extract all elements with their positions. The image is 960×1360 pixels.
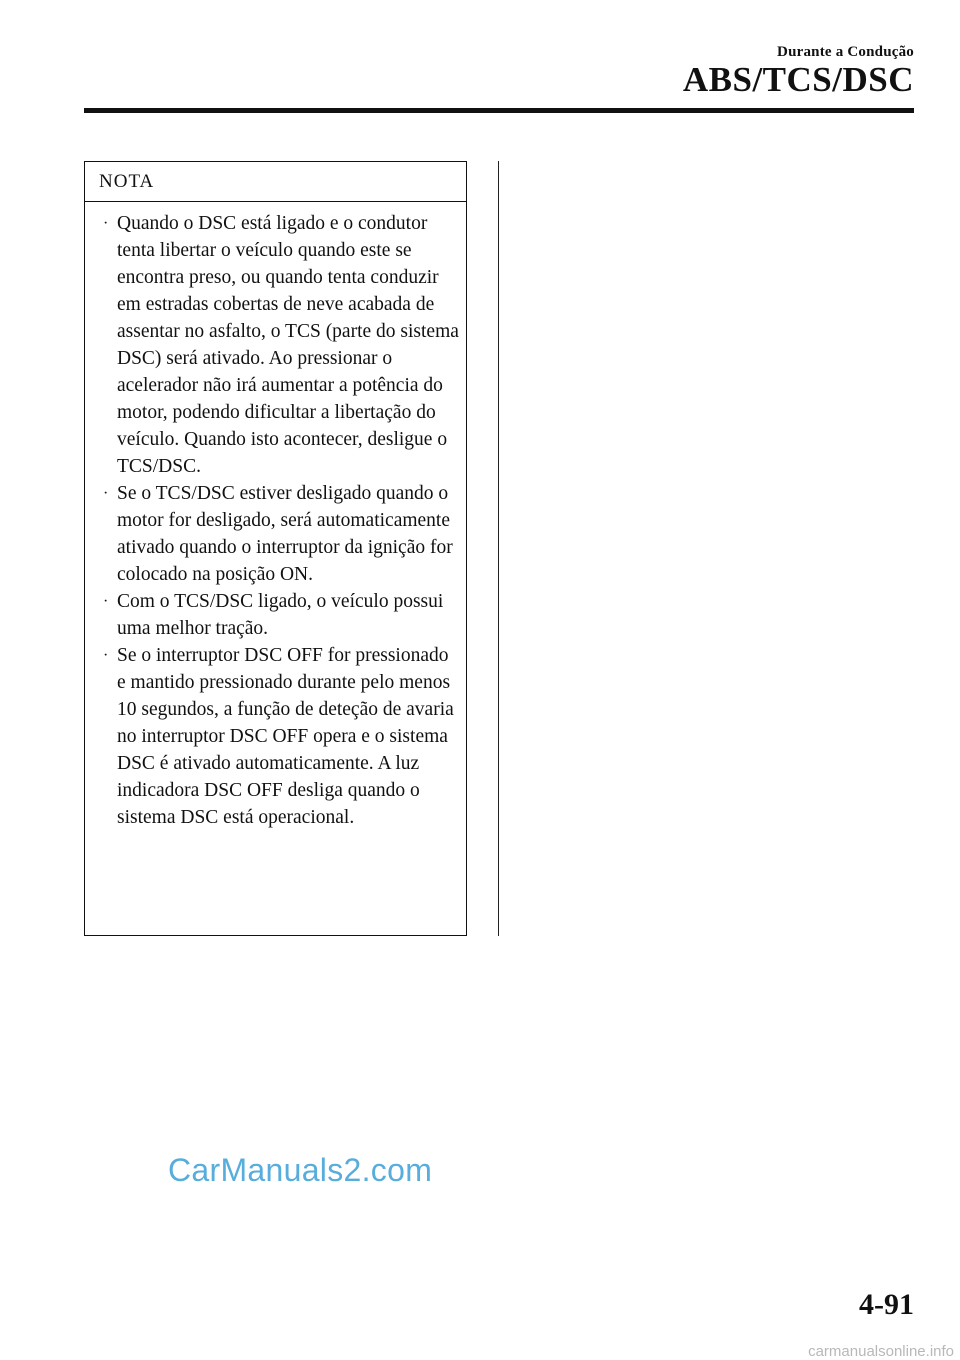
bullet-icon: · xyxy=(103,647,109,664)
column-divider xyxy=(498,161,499,936)
note-item xyxy=(103,642,460,831)
note-body xyxy=(85,202,466,831)
note-item-text: Com o TCS/DSC ligado, o veículo possui uma melhor tração. xyxy=(117,591,444,639)
section-subtitle: Durante a Condução xyxy=(777,44,914,60)
note-item xyxy=(103,210,460,480)
note-title: NOTA xyxy=(85,162,466,202)
bullet-icon: · xyxy=(103,215,109,232)
note-item-text: Se o TCS/DSC estiver desligado quando o motor for desligado, será automaticamente ativado quando o interruptor da ignição for colocado na posição ON. xyxy=(117,483,453,585)
note-box xyxy=(84,161,467,936)
footer-watermark: carmanualsonline.info xyxy=(808,1343,954,1360)
watermark-logo: CarManuals2.com xyxy=(168,1152,433,1188)
page-title: ABS/TCS/DSC xyxy=(682,60,914,99)
note-item-text: Quando o DSC está ligado e o condutor tenta libertar o veículo quando este se encontra preso, ou quando tenta conduzir em estradas cobertas de neve acabada de assentar no asfalto, o TCS (parte do sistema DSC) será ativado. Ao pressionar o acelerador não irá aumentar a potência do motor, podendo dificultar a libertação do veículo. Quando isto acontecer, desligue o TCS/DSC. xyxy=(117,213,459,477)
note-item xyxy=(103,480,460,588)
note-item xyxy=(103,588,460,642)
note-item-text: Se o interruptor DSC OFF for pressionado e mantido pressionado durante pelo menos 10 segundos, a função de deteção de avaria no interruptor DSC OFF opera e o sistema DSC é ativado automaticamente. A luz indicadora DSC OFF desliga quando o sistema DSC está operacional. xyxy=(117,645,454,828)
header-rule xyxy=(84,108,914,113)
bullet-icon: · xyxy=(103,593,109,610)
page-number: 4-91 xyxy=(859,1288,914,1321)
bullet-icon: · xyxy=(103,485,109,502)
